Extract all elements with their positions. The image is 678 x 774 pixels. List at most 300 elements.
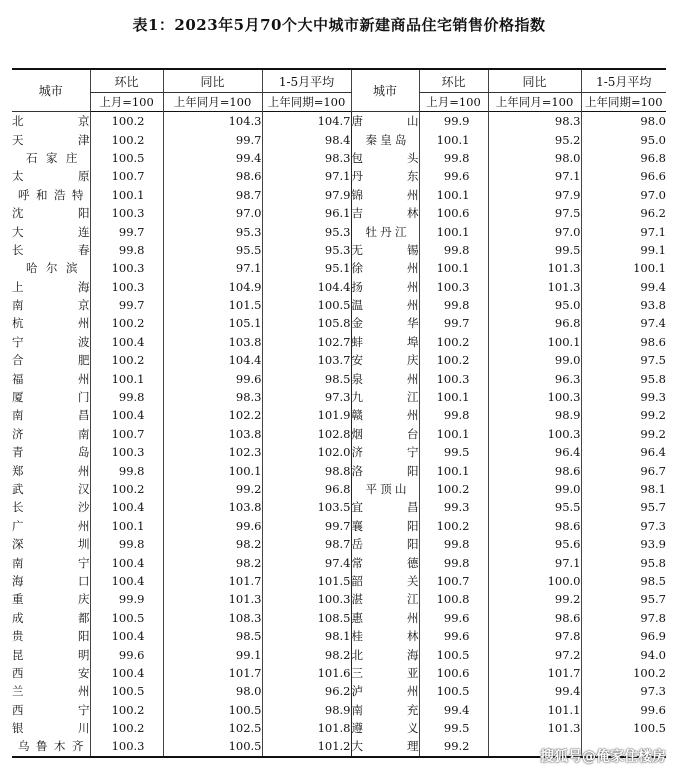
table-row bbox=[12, 719, 666, 737]
table-row bbox=[12, 333, 666, 351]
left-yoy-cell: 98.3 bbox=[163, 388, 262, 406]
table-row bbox=[12, 443, 666, 461]
left-city-cell: 昆明 bbox=[12, 647, 90, 662]
left-yoy-cell: 98.7 bbox=[163, 186, 262, 204]
left-city-cell: 合肥 bbox=[12, 353, 90, 368]
table-row bbox=[12, 535, 666, 553]
left-yoy-cell: 99.1 bbox=[163, 645, 262, 663]
right-avg-cell: 95.8 bbox=[581, 369, 666, 387]
table-row bbox=[12, 645, 666, 663]
right-yoy-cell: 100.3 bbox=[488, 425, 581, 443]
right-mom-cell: 100.2 bbox=[419, 480, 488, 498]
left-mom-cell: 100.3 bbox=[90, 443, 163, 461]
right-yoy-cell: 95.6 bbox=[488, 535, 581, 553]
right-yoy-cell: 96.8 bbox=[488, 314, 581, 332]
right-city-cell: 丹东 bbox=[351, 167, 419, 185]
table-row bbox=[12, 278, 666, 296]
left-mom-cell: 99.9 bbox=[90, 590, 163, 608]
right-city-cell: 秦皇岛 bbox=[351, 130, 419, 148]
right-mom-cell: 100.1 bbox=[419, 222, 488, 240]
right-avg-cell: 99.1 bbox=[581, 241, 666, 259]
right-mom-cell: 100.1 bbox=[419, 259, 488, 277]
table-row bbox=[12, 186, 666, 204]
table-row bbox=[12, 627, 666, 645]
left-avg-cell: 98.1 bbox=[262, 627, 351, 645]
right-yoy-cell: 95.5 bbox=[488, 498, 581, 516]
right-yoy-cell: 96.4 bbox=[488, 443, 581, 461]
left-yoy-cell: 95.3 bbox=[163, 222, 262, 240]
right-city-cell: 常德 bbox=[351, 553, 419, 571]
table-row bbox=[12, 259, 666, 277]
left-city-cell: 兰州 bbox=[12, 684, 90, 699]
left-avg-cell: 108.5 bbox=[262, 609, 351, 627]
right-mom-cell: 100.6 bbox=[419, 204, 488, 222]
right-mom-cell: 100.1 bbox=[419, 425, 488, 443]
left-city-cell: 南京 bbox=[12, 298, 90, 313]
right-avg-cell: 98.5 bbox=[581, 572, 666, 590]
right-mom-cell: 100.1 bbox=[419, 186, 488, 204]
left-mom-cell: 99.8 bbox=[90, 388, 163, 406]
right-mom-cell: 99.8 bbox=[419, 535, 488, 553]
left-city-cell: 南昌 bbox=[12, 408, 90, 423]
left-city-cell: 福州 bbox=[12, 371, 90, 386]
right-yoy-cell: 100.1 bbox=[488, 333, 581, 351]
table-row bbox=[12, 517, 666, 535]
right-avg-cell: 100.5 bbox=[581, 719, 666, 737]
left-city-cell: 石家庄 bbox=[26, 150, 78, 165]
left-yoy-cell: 103.8 bbox=[163, 498, 262, 516]
left-yoy-cell: 99.6 bbox=[163, 369, 262, 387]
watermark: 搜狐号@俺家住楼房 bbox=[540, 749, 666, 765]
left-mom-cell: 100.5 bbox=[90, 682, 163, 700]
right-yoy-cell: 99.4 bbox=[488, 682, 581, 700]
right-avg-cell: 97.8 bbox=[581, 609, 666, 627]
right-avg-cell: 100.2 bbox=[581, 664, 666, 682]
right-city-cell: 平顶山 bbox=[351, 480, 419, 498]
right-mom-cell: 100.6 bbox=[419, 664, 488, 682]
right-city-cell: 岳阳 bbox=[351, 535, 419, 553]
right-avg-cell: 97.5 bbox=[581, 351, 666, 369]
header-mom-right: 环比 bbox=[419, 69, 488, 93]
left-yoy-cell: 99.7 bbox=[163, 130, 262, 148]
left-mom-cell: 100.7 bbox=[90, 425, 163, 443]
right-yoy-cell: 99.0 bbox=[488, 480, 581, 498]
right-mom-cell: 99.5 bbox=[419, 443, 488, 461]
right-avg-cell: 95.7 bbox=[581, 498, 666, 516]
table-row bbox=[12, 241, 666, 259]
header-city-right: 城市 bbox=[351, 69, 419, 112]
right-mom-cell: 100.5 bbox=[419, 682, 488, 700]
left-mom-cell: 100.4 bbox=[90, 572, 163, 590]
left-city-cell: 济南 bbox=[12, 426, 90, 441]
right-city-cell: 济宁 bbox=[351, 443, 419, 461]
right-city-cell: 牡丹江 bbox=[351, 222, 419, 240]
header-avg-base-left: 上年同期=100 bbox=[262, 93, 351, 112]
right-city-cell: 唐山 bbox=[351, 112, 419, 131]
right-avg-cell: 93.9 bbox=[581, 535, 666, 553]
left-city-cell: 武汉 bbox=[12, 482, 90, 496]
left-avg-cell: 103.5 bbox=[262, 498, 351, 516]
right-yoy-cell: 95.0 bbox=[488, 296, 581, 314]
left-yoy-cell: 100.5 bbox=[163, 701, 262, 719]
left-avg-cell: 95.1 bbox=[262, 259, 351, 277]
right-yoy-cell: 100.0 bbox=[488, 572, 581, 590]
left-city-cell: 银川 bbox=[12, 721, 90, 736]
right-yoy-cell: 97.1 bbox=[488, 553, 581, 571]
right-mom-cell: 100.1 bbox=[419, 130, 488, 148]
right-yoy-cell: 98.9 bbox=[488, 406, 581, 424]
right-mom-cell: 99.8 bbox=[419, 149, 488, 167]
left-avg-cell: 97.1 bbox=[262, 167, 351, 185]
table-row bbox=[12, 701, 666, 719]
left-city-cell: 上海 bbox=[12, 279, 90, 294]
header-mom-base-right: 上月=100 bbox=[419, 93, 488, 112]
left-mom-cell: 100.4 bbox=[90, 664, 163, 682]
right-city-cell: 吉林 bbox=[351, 204, 419, 222]
right-mom-cell: 99.6 bbox=[419, 167, 488, 185]
left-avg-cell: 101.8 bbox=[262, 719, 351, 737]
left-city-cell: 太原 bbox=[12, 169, 90, 184]
header-avg-base-right: 上年同期=100 bbox=[581, 93, 666, 112]
right-mom-cell: 100.7 bbox=[419, 572, 488, 590]
right-yoy-cell: 97.5 bbox=[488, 204, 581, 222]
left-avg-cell: 100.5 bbox=[262, 296, 351, 314]
table-row bbox=[12, 682, 666, 700]
right-yoy-cell: 99.0 bbox=[488, 351, 581, 369]
table-row bbox=[12, 590, 666, 608]
left-avg-cell: 96.1 bbox=[262, 204, 351, 222]
right-city-cell: 无锡 bbox=[351, 241, 419, 259]
right-yoy-cell: 99.5 bbox=[488, 241, 581, 259]
table-row bbox=[12, 296, 666, 314]
left-yoy-cell: 104.9 bbox=[163, 278, 262, 296]
right-mom-cell: 99.9 bbox=[419, 112, 488, 131]
right-avg-cell: 99.6 bbox=[581, 701, 666, 719]
right-city-cell: 惠州 bbox=[351, 609, 419, 627]
right-avg-cell: 96.4 bbox=[581, 443, 666, 461]
right-city-cell: 桂林 bbox=[351, 627, 419, 645]
header-yoy-base-right: 上年同月=100 bbox=[488, 93, 581, 112]
left-avg-cell: 98.3 bbox=[262, 149, 351, 167]
right-yoy-cell: 95.2 bbox=[488, 130, 581, 148]
right-avg-cell: 95.0 bbox=[581, 130, 666, 148]
right-yoy-cell: 101.3 bbox=[488, 719, 581, 737]
left-mom-cell: 100.4 bbox=[90, 333, 163, 351]
left-city-cell: 哈尔滨 bbox=[26, 261, 78, 276]
table-row bbox=[12, 149, 666, 167]
right-city-cell: 泉州 bbox=[351, 369, 419, 387]
table-row bbox=[12, 204, 666, 222]
left-avg-cell: 102.8 bbox=[262, 425, 351, 443]
table-row bbox=[12, 406, 666, 424]
left-mom-cell: 100.4 bbox=[90, 406, 163, 424]
left-mom-cell: 99.7 bbox=[90, 296, 163, 314]
left-yoy-cell: 103.8 bbox=[163, 333, 262, 351]
right-avg-cell: 96.7 bbox=[581, 461, 666, 479]
table-row bbox=[12, 480, 666, 498]
left-yoy-cell: 98.5 bbox=[163, 627, 262, 645]
table-row bbox=[12, 112, 666, 131]
left-avg-cell: 102.0 bbox=[262, 443, 351, 461]
left-city-cell: 南宁 bbox=[12, 555, 90, 570]
right-avg-cell: 99.2 bbox=[581, 425, 666, 443]
right-city-cell: 泸州 bbox=[351, 682, 419, 700]
left-mom-cell: 100.2 bbox=[90, 480, 163, 498]
left-city-cell: 海口 bbox=[12, 573, 90, 588]
right-avg-cell: 97.3 bbox=[581, 682, 666, 700]
left-avg-cell: 101.5 bbox=[262, 572, 351, 590]
left-yoy-cell: 104.3 bbox=[163, 112, 262, 131]
left-city-cell: 天津 bbox=[12, 132, 90, 147]
right-city-cell: 金华 bbox=[351, 314, 419, 332]
left-mom-cell: 99.7 bbox=[90, 222, 163, 240]
right-city-cell: 洛阳 bbox=[351, 461, 419, 479]
left-city-cell: 乌鲁木齐 bbox=[12, 737, 90, 756]
left-city-cell: 宁波 bbox=[12, 334, 90, 349]
right-yoy-cell: 101.7 bbox=[488, 664, 581, 682]
left-avg-cell: 98.5 bbox=[262, 369, 351, 387]
left-yoy-cell: 98.2 bbox=[163, 553, 262, 571]
left-yoy-cell: 102.3 bbox=[163, 443, 262, 461]
right-city-cell: 温州 bbox=[351, 296, 419, 314]
left-mom-cell: 100.4 bbox=[90, 498, 163, 516]
left-mom-cell: 100.4 bbox=[90, 553, 163, 571]
left-city-cell: 西宁 bbox=[12, 702, 90, 717]
left-city-cell: 呼和浩特 bbox=[18, 187, 84, 202]
right-mom-cell: 100.5 bbox=[419, 645, 488, 663]
left-city-cell: 成都 bbox=[12, 610, 90, 625]
left-mom-cell: 100.1 bbox=[90, 369, 163, 387]
header-yoy-base-left: 上年同月=100 bbox=[163, 93, 262, 112]
left-city-cell: 郑州 bbox=[12, 463, 90, 478]
right-avg-cell: 94.0 bbox=[581, 645, 666, 663]
left-yoy-cell: 101.7 bbox=[163, 572, 262, 590]
right-city-cell: 宜昌 bbox=[351, 498, 419, 516]
right-yoy-cell: 98.6 bbox=[488, 517, 581, 535]
right-yoy-cell: 97.9 bbox=[488, 186, 581, 204]
right-mom-cell: 100.3 bbox=[419, 369, 488, 387]
right-avg-cell: 99.2 bbox=[581, 406, 666, 424]
table-body bbox=[12, 112, 666, 757]
left-yoy-cell: 101.7 bbox=[163, 664, 262, 682]
right-mom-cell: 100.2 bbox=[419, 517, 488, 535]
right-avg-cell: 97.0 bbox=[581, 186, 666, 204]
left-yoy-cell: 100.5 bbox=[163, 737, 262, 756]
left-mom-cell: 100.1 bbox=[90, 186, 163, 204]
left-yoy-cell: 97.0 bbox=[163, 204, 262, 222]
left-yoy-cell: 102.2 bbox=[163, 406, 262, 424]
left-mom-cell: 99.8 bbox=[90, 241, 163, 259]
left-avg-cell: 98.4 bbox=[262, 130, 351, 148]
right-yoy-cell: 97.8 bbox=[488, 627, 581, 645]
right-mom-cell: 99.8 bbox=[419, 296, 488, 314]
right-yoy-cell: 97.2 bbox=[488, 645, 581, 663]
left-mom-cell: 100.7 bbox=[90, 167, 163, 185]
left-city-cell: 杭州 bbox=[12, 316, 90, 331]
right-avg-cell: 95.7 bbox=[581, 590, 666, 608]
right-city-cell: 烟台 bbox=[351, 425, 419, 443]
left-mom-cell: 100.2 bbox=[90, 701, 163, 719]
left-avg-cell: 97.9 bbox=[262, 186, 351, 204]
left-mom-cell: 100.5 bbox=[90, 149, 163, 167]
table-row bbox=[12, 351, 666, 369]
left-mom-cell: 100.4 bbox=[90, 627, 163, 645]
left-avg-cell: 95.3 bbox=[262, 222, 351, 240]
right-mom-cell: 99.4 bbox=[419, 701, 488, 719]
left-mom-cell: 100.2 bbox=[90, 314, 163, 332]
header-yoy-left: 同比 bbox=[163, 69, 262, 93]
left-avg-cell: 98.2 bbox=[262, 645, 351, 663]
left-yoy-cell: 101.5 bbox=[163, 296, 262, 314]
left-mom-cell: 99.8 bbox=[90, 535, 163, 553]
header-avg-right: 1-5月平均 bbox=[581, 69, 666, 93]
table-row bbox=[12, 664, 666, 682]
table-row bbox=[12, 222, 666, 240]
left-yoy-cell: 105.1 bbox=[163, 314, 262, 332]
right-avg-cell: 97.3 bbox=[581, 517, 666, 535]
right-city-cell: 大理 bbox=[351, 737, 419, 756]
left-yoy-cell: 99.2 bbox=[163, 480, 262, 498]
right-city-cell: 襄阳 bbox=[351, 517, 419, 535]
left-yoy-cell: 103.8 bbox=[163, 425, 262, 443]
header-mom-base-left: 上月=100 bbox=[90, 93, 163, 112]
table-row bbox=[12, 314, 666, 332]
right-yoy-cell: 98.3 bbox=[488, 112, 581, 131]
left-yoy-cell: 99.6 bbox=[163, 517, 262, 535]
right-yoy-cell: 98.6 bbox=[488, 609, 581, 627]
right-yoy-cell: 101.3 bbox=[488, 278, 581, 296]
left-avg-cell: 104.4 bbox=[262, 278, 351, 296]
left-city-cell: 长沙 bbox=[12, 500, 90, 515]
left-avg-cell: 104.7 bbox=[262, 112, 351, 131]
right-avg-cell: 97.1 bbox=[581, 222, 666, 240]
left-city-cell: 深圳 bbox=[12, 537, 90, 552]
left-avg-cell: 101.9 bbox=[262, 406, 351, 424]
right-yoy-cell: 99.2 bbox=[488, 590, 581, 608]
table-row bbox=[12, 553, 666, 571]
left-city-cell: 重庆 bbox=[12, 592, 90, 607]
right-yoy-cell: 100.3 bbox=[488, 388, 581, 406]
left-avg-cell: 100.3 bbox=[262, 590, 351, 608]
right-mom-cell: 100.3 bbox=[419, 278, 488, 296]
left-yoy-cell: 104.4 bbox=[163, 351, 262, 369]
left-yoy-cell: 108.3 bbox=[163, 609, 262, 627]
right-avg-cell: 96.2 bbox=[581, 204, 666, 222]
left-city-cell: 北京 bbox=[12, 114, 90, 129]
left-yoy-cell: 101.3 bbox=[163, 590, 262, 608]
page-title: 表1：2023年5月70个大中城市新建商品住宅销售价格指数 bbox=[132, 16, 546, 34]
left-mom-cell: 100.3 bbox=[90, 204, 163, 222]
right-mom-cell: 99.6 bbox=[419, 609, 488, 627]
table-row bbox=[12, 572, 666, 590]
left-yoy-cell: 98.6 bbox=[163, 167, 262, 185]
right-yoy-cell: 96.3 bbox=[488, 369, 581, 387]
right-city-cell: 锦州 bbox=[351, 186, 419, 204]
right-mom-cell: 99.6 bbox=[419, 627, 488, 645]
right-city-cell: 赣州 bbox=[351, 406, 419, 424]
right-mom-cell: 100.1 bbox=[419, 388, 488, 406]
left-city-cell: 西安 bbox=[12, 665, 90, 680]
right-avg-cell: 98.6 bbox=[581, 333, 666, 351]
left-mom-cell: 100.3 bbox=[90, 278, 163, 296]
table-row bbox=[12, 130, 666, 148]
left-city-cell: 青岛 bbox=[12, 445, 90, 460]
right-mom-cell: 100.8 bbox=[419, 590, 488, 608]
right-mom-cell: 99.8 bbox=[419, 241, 488, 259]
left-avg-cell: 101.6 bbox=[262, 664, 351, 682]
left-city-cell: 沈阳 bbox=[12, 206, 90, 221]
right-mom-cell: 99.3 bbox=[419, 498, 488, 516]
left-mom-cell: 100.2 bbox=[90, 130, 163, 148]
left-avg-cell: 103.7 bbox=[262, 351, 351, 369]
left-mom-cell: 100.3 bbox=[90, 737, 163, 756]
right-mom-cell: 100.2 bbox=[419, 351, 488, 369]
right-avg-cell: 100.1 bbox=[581, 259, 666, 277]
right-avg-cell: 97.4 bbox=[581, 314, 666, 332]
right-avg-cell: 95.8 bbox=[581, 553, 666, 571]
left-yoy-cell: 102.5 bbox=[163, 719, 262, 737]
left-avg-cell: 97.3 bbox=[262, 388, 351, 406]
right-avg-cell: 99.4 bbox=[581, 278, 666, 296]
right-city-cell: 湛江 bbox=[351, 590, 419, 608]
table-row bbox=[12, 609, 666, 627]
right-yoy-cell: 97.1 bbox=[488, 167, 581, 185]
left-city-cell: 长春 bbox=[12, 242, 90, 257]
right-avg-cell: 93.8 bbox=[581, 296, 666, 314]
right-yoy-cell: 98.6 bbox=[488, 461, 581, 479]
left-yoy-cell: 100.1 bbox=[163, 461, 262, 479]
right-city-cell: 扬州 bbox=[351, 278, 419, 296]
right-yoy-cell: 101.3 bbox=[488, 259, 581, 277]
right-avg-cell: 96.9 bbox=[581, 627, 666, 645]
right-city-cell: 蚌埠 bbox=[351, 333, 419, 351]
right-avg-cell: 96.6 bbox=[581, 167, 666, 185]
left-avg-cell: 95.3 bbox=[262, 241, 351, 259]
right-avg-cell: 98.0 bbox=[581, 112, 666, 131]
left-yoy-cell: 98.2 bbox=[163, 535, 262, 553]
left-avg-cell: 101.2 bbox=[262, 737, 351, 756]
header-yoy-right: 同比 bbox=[488, 69, 581, 93]
header-city-left: 城市 bbox=[12, 69, 90, 112]
left-mom-cell: 100.1 bbox=[90, 517, 163, 535]
left-avg-cell: 105.8 bbox=[262, 314, 351, 332]
left-mom-cell: 100.2 bbox=[90, 351, 163, 369]
left-city-cell: 厦门 bbox=[12, 390, 90, 405]
left-mom-cell: 100.3 bbox=[90, 259, 163, 277]
right-mom-cell: 99.2 bbox=[419, 737, 488, 756]
left-city-cell: 大连 bbox=[12, 224, 90, 239]
table-row bbox=[12, 425, 666, 443]
right-mom-cell: 99.8 bbox=[419, 406, 488, 424]
left-yoy-cell: 97.1 bbox=[163, 259, 262, 277]
header-mom-left: 环比 bbox=[90, 69, 163, 93]
left-mom-cell: 99.8 bbox=[90, 461, 163, 479]
price-index-table bbox=[12, 68, 666, 758]
right-mom-cell: 99.5 bbox=[419, 719, 488, 737]
right-yoy-cell: 101.1 bbox=[488, 701, 581, 719]
right-city-cell: 北海 bbox=[351, 645, 419, 663]
right-yoy-cell: 97.0 bbox=[488, 222, 581, 240]
left-avg-cell: 98.8 bbox=[262, 461, 351, 479]
right-city-cell: 遵义 bbox=[351, 719, 419, 737]
right-city-cell: 南充 bbox=[351, 701, 419, 719]
right-mom-cell: 100.2 bbox=[419, 333, 488, 351]
table-row bbox=[12, 388, 666, 406]
left-mom-cell: 100.5 bbox=[90, 609, 163, 627]
right-city-cell: 韶关 bbox=[351, 572, 419, 590]
left-avg-cell: 99.7 bbox=[262, 517, 351, 535]
table-row bbox=[12, 461, 666, 479]
